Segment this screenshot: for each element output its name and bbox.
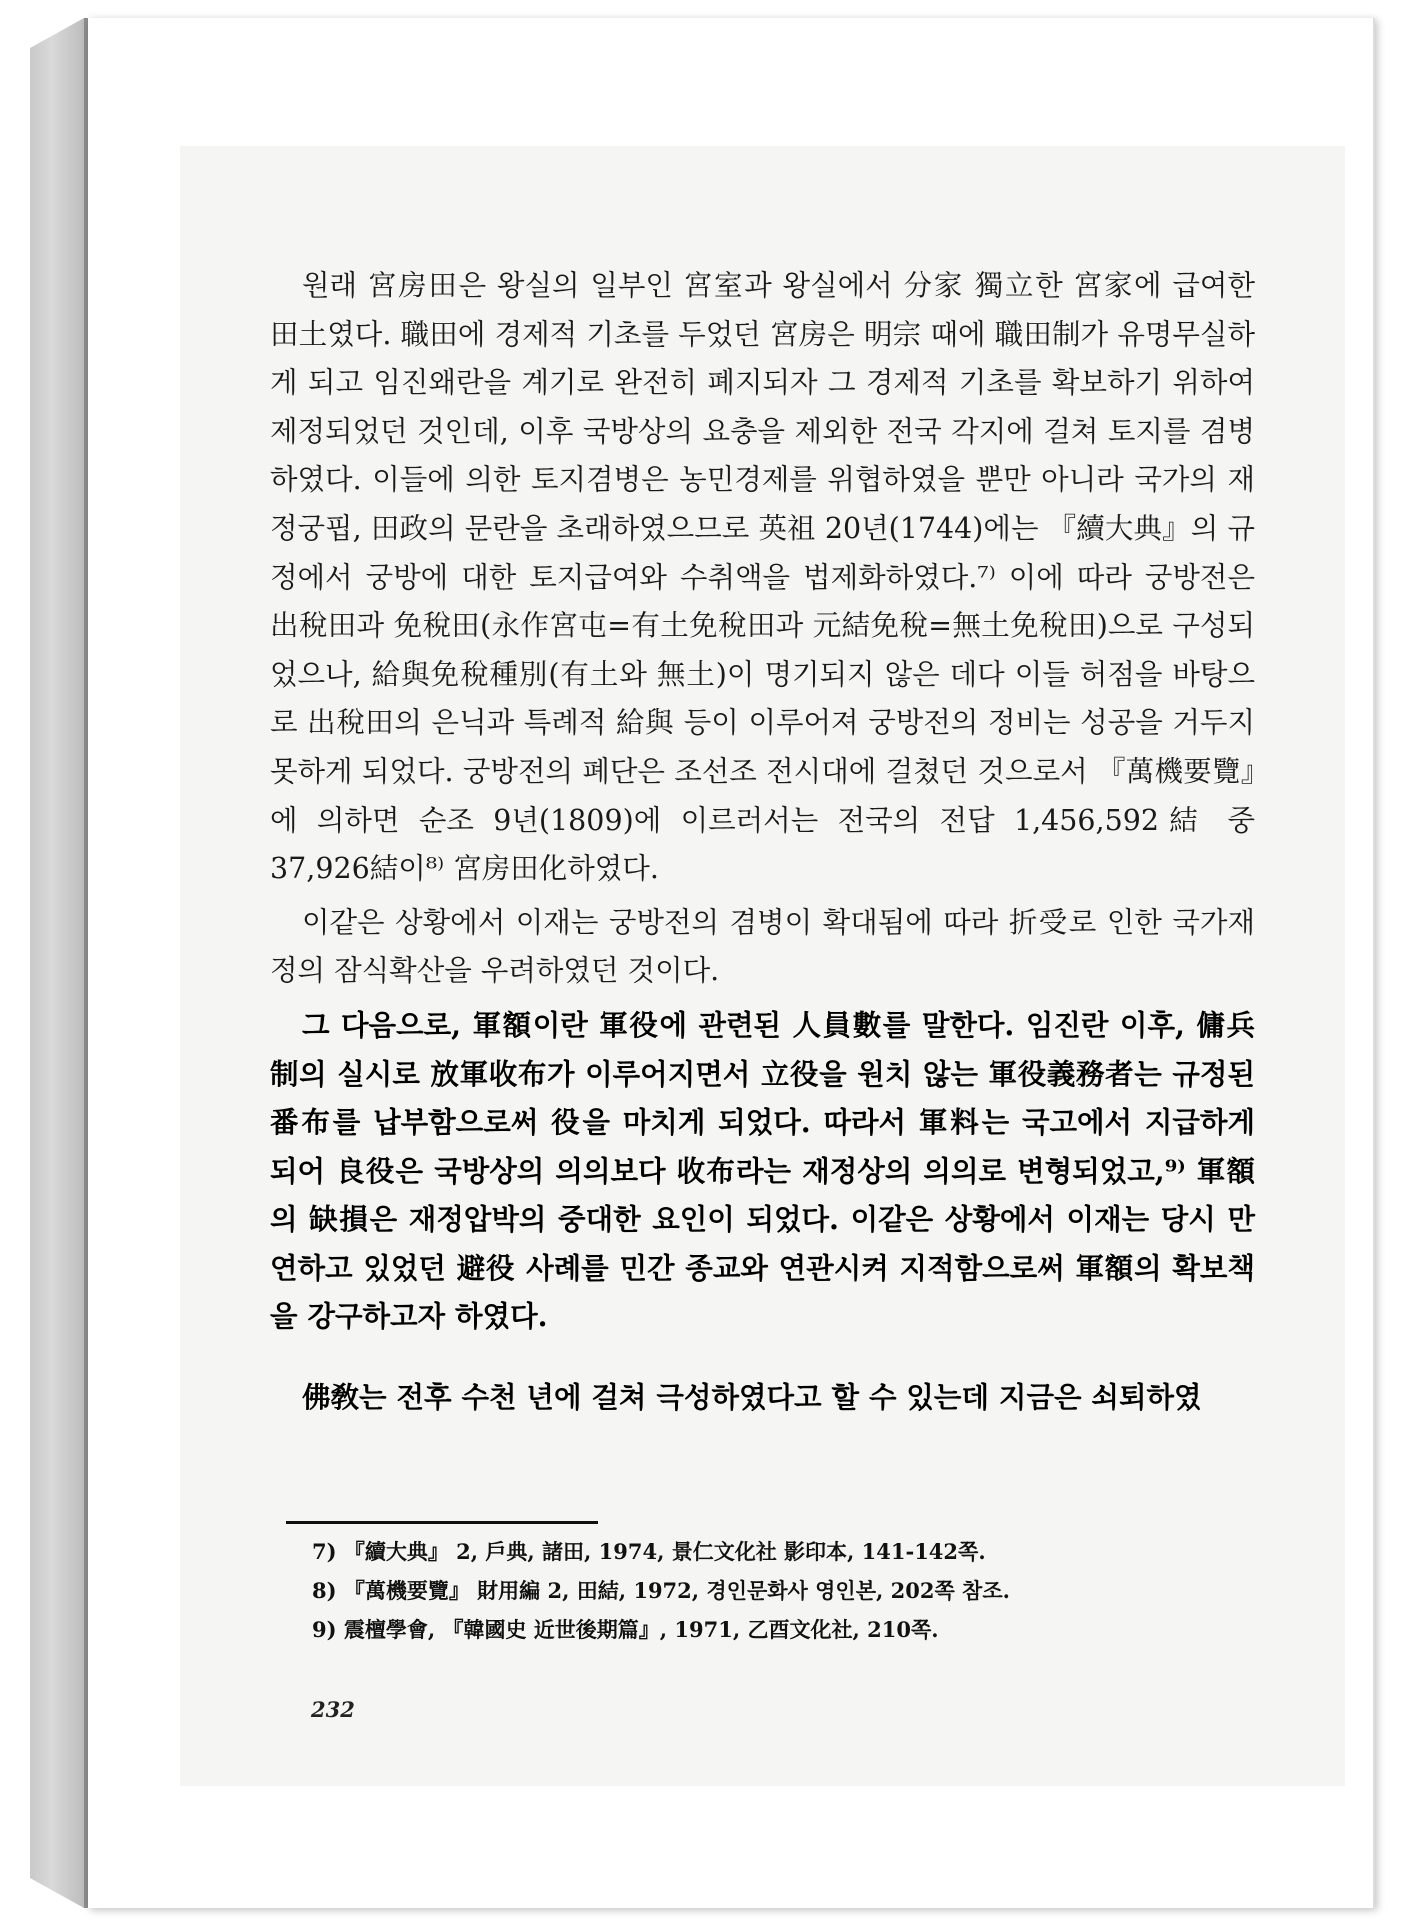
page-number: 232 — [311, 1697, 355, 1722]
body-text — [270, 262, 1255, 1427]
paragraph-gungbangjeon: 원래 宮房田은 왕실의 일부인 宮室과 왕실에서 分家 獨立한 宮家에 급여한 田土였다. 職田에 경제적 기초를 두었던 宮房은 明宗 때에 職田制가 유명무실하게 되고 임진왜란을 계기로 완전히 폐지되자 그 경제적 기초를 확보하기 위하여 제정되었던 것인데, 이후 국방상의 요충을 제외한 전국 각지에 걸쳐 토지를 겸병하였다. 이들에 의한 토지겸병은 농민경제를 위협하였을 뿐만 아니라 국가의 재정궁핍, 田政의 문란을 초래하였으므로 英祖 20년(1744)에는 『續大典』의 규정에서 궁방에 대한 토지급여와 수취액을 법제화하였다.⁷⁾ 이에 따라 궁방전은 出稅田과 免稅田(永作宮屯=有土免稅田과 元結免稅=無土免稅田)으로 구성되었으나, 給與免稅種別(有土와 無土)이 명기되지 않은 데다 이들 허점을 바탕으로 出稅田의 은닉과 특례적 給與 등이 이루어져 궁방전의 정비는 성공을 거두지 못하게 되었다. 궁방전의 폐단은 조선조 전시대에 걸쳤던 것으로서 『萬機要覽』에 의하면 순조 9년(1809)에 이르러서는 전국의 전답 1,456,592結 중 37,926結이⁸⁾ 宮房田化하였다. — [270, 269, 1255, 886]
paragraph-buddhism: 佛敎는 전후 수천 년에 걸쳐 극성하였다고 할 수 있는데 지금은 쇠퇴하였 — [302, 1380, 1202, 1415]
paragraph-military-quota: 그 다음으로, 軍額이란 軍役에 관련된 人員數를 말한다. 임진란 이후, 傭兵制의 실시로 放軍收布가 이루어지면서 立役을 원치 않는 軍役義務者는 규정된 番布를 납부함으로써 役을 마치게 되었다. 따라서 軍料는 국고에서 지급하게 되어 良役은 국방상의 의의보다 收布라는 재정상의 의의로 변형되었고,⁹⁾ 軍額의 缺損은 재정압박의 중대한 요인이 되었다. 이같은 상황에서 이재는 당시 만연하고 있었던 避役 사례를 민간 종교와 연관시켜 지적함으로써 軍額의 확보책을 강구하고자 하였다. — [270, 1007, 1255, 1334]
paragraph-concern: 이같은 상황에서 이재는 궁방전의 겸병이 확대됨에 따라 折受로 인한 국가재정의 잠식확산을 우려하였던 것이다. — [270, 905, 1255, 988]
footnotes — [312, 1532, 1212, 1649]
book-spine — [30, 18, 84, 1908]
footnote-9: 9) 震檀學會, 『韓國史 近世後期篇』, 1971, 乙酉文化社, 210쪽. — [312, 1617, 939, 1642]
footnote-7: 7) 『續大典』 2, 戶典, 諸田, 1974, 景仁文化社 影印本, 141-142쪽. — [312, 1539, 986, 1564]
footnote-divider — [286, 1521, 598, 1524]
footnote-8: 8) 『萬機要覽』 財用編 2, 田結, 1972, 경인문화사 영인본, 202쪽 참조. — [312, 1578, 1010, 1603]
